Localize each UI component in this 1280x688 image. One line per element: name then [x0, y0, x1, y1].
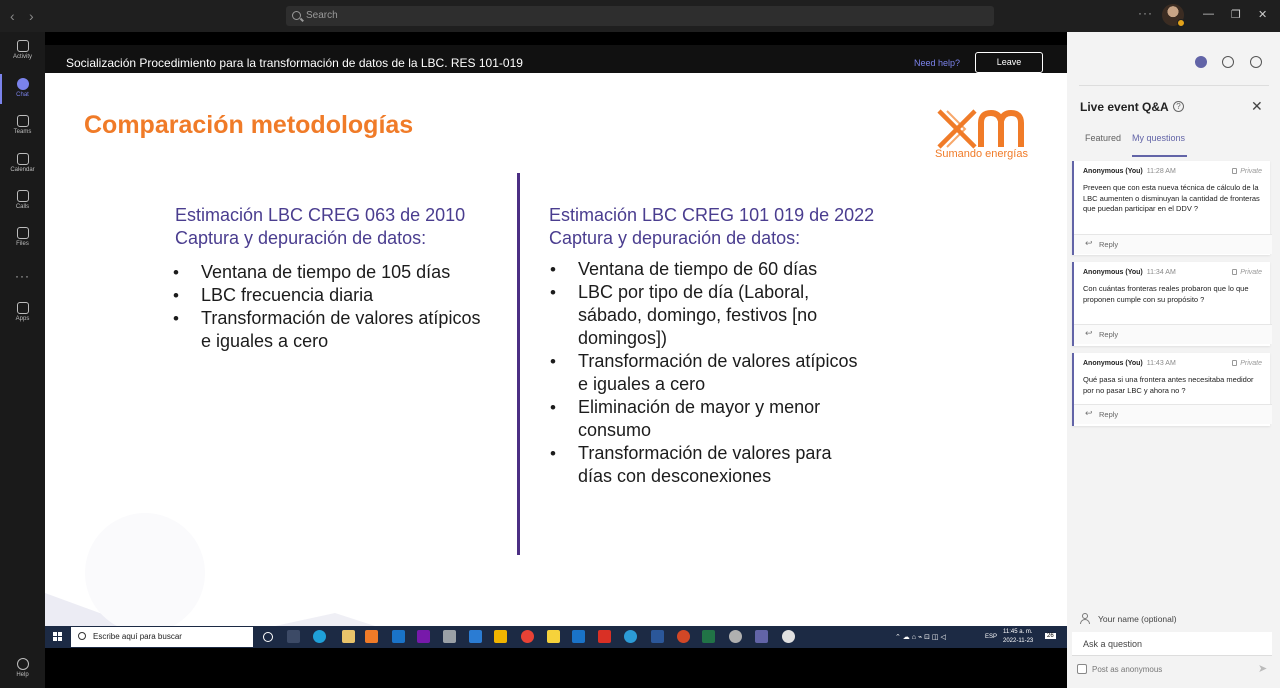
search-bar[interactable]: [286, 6, 994, 26]
rail-item-help[interactable]: [0, 658, 45, 678]
left-column-heading: [175, 204, 465, 250]
minimize-icon[interactable]: —: [1203, 8, 1214, 20]
taskbar-time: 11:45 a. m.: [1003, 629, 1033, 635]
list-item: • Transformación de valores atípicos e iguales a cero: [173, 307, 493, 353]
settings-icon: [729, 630, 742, 643]
search-icon: [292, 11, 301, 20]
app-icon: [782, 630, 795, 643]
calendar-icon: [17, 153, 29, 165]
reply-icon: ↩: [1085, 238, 1093, 248]
right-column-heading: [549, 204, 874, 250]
visibility-label: Private: [1240, 168, 1262, 175]
list-item: • LBC frecuencia diaria: [173, 284, 493, 307]
reply-icon: ↩: [1085, 408, 1093, 418]
rail-label: Calls: [15, 204, 30, 210]
your-name-field[interactable]: Your name (optional): [1098, 614, 1177, 624]
search-icon: [78, 632, 86, 640]
card-author: Anonymous (You): [1083, 168, 1143, 175]
rail-item-chat[interactable]: [0, 78, 45, 98]
rail-label: Teams: [13, 129, 32, 135]
store-icon: [342, 630, 355, 643]
column-divider: [517, 173, 520, 555]
phone-icon: [17, 190, 29, 202]
left-heading-line1: Estimación LBC CREG 063 de 2010: [175, 205, 466, 225]
shared-taskbar: [45, 626, 1067, 648]
reply-button[interactable]: [1074, 404, 1272, 424]
qa-icon[interactable]: [1195, 56, 1207, 68]
list-item: • Transformación de valores para días con desconexiones: [550, 442, 860, 488]
close-icon[interactable]: ✕: [1251, 98, 1263, 114]
left-bullet-list: [173, 261, 493, 353]
reply-label: Reply: [1099, 240, 1119, 249]
word-icon: [651, 630, 664, 643]
lock-icon: [1232, 360, 1237, 366]
send-icon[interactable]: ➤: [1258, 663, 1268, 675]
tab-featured[interactable]: Featured: [1085, 133, 1122, 143]
lock-icon: [1232, 168, 1237, 174]
forward-arrow-icon[interactable]: ›: [29, 8, 34, 24]
excel-icon: [702, 630, 715, 643]
left-heading-line2: Captura y depuración de datos:: [175, 228, 427, 248]
presence-badge: [1177, 19, 1185, 27]
apps-icon: [17, 302, 29, 314]
powerpoint-icon: [677, 630, 690, 643]
rail-label: Activity: [12, 54, 32, 60]
xm-app-icon: [365, 630, 378, 643]
need-help-link[interactable]: Need help?: [914, 58, 961, 68]
reply-button[interactable]: [1074, 324, 1272, 344]
question-text: Con cuántas fronteras reales probaron que lo que proponen cumple con su propósito ?: [1083, 284, 1249, 304]
rail-label: Help: [16, 672, 29, 678]
ask-question-input[interactable]: Ask a question: [1072, 632, 1272, 656]
tab-my-questions[interactable]: My questions: [1132, 133, 1186, 143]
visibility-label: Private: [1240, 360, 1262, 367]
reply-label: Reply: [1099, 410, 1119, 419]
gear-icon[interactable]: [1222, 56, 1234, 68]
post-anonymous-label: Post as anonymous: [1092, 665, 1163, 674]
video-bottom-bar: [45, 648, 1067, 688]
card-header: [1083, 168, 1176, 175]
avatar[interactable]: [1162, 4, 1184, 26]
search-placeholder: Search: [306, 10, 338, 21]
question-text: Preveen que con esta nueva técnica de cálculo de la LBC aumenten o disminuyan la cantidad de fronteras que puedan participar en el DDV ?: [1083, 183, 1260, 213]
app-icon: [624, 630, 637, 643]
bell-icon: [17, 40, 29, 52]
rail-item-calls[interactable]: [0, 190, 45, 210]
list-item: • Eliminación de mayor y menor consumo: [550, 396, 860, 442]
card-header: [1083, 360, 1176, 367]
card-time: 11:43 AM: [1146, 360, 1176, 367]
taskbar-date: 2022-11-23: [1003, 638, 1034, 644]
right-heading-line2: Captura y depuración de datos:: [549, 228, 801, 248]
help-icon[interactable]: ?: [1173, 101, 1184, 112]
meeting-title: Socialización Procedimiento para la transformación de datos de la LBC. RES 101-019: [66, 56, 523, 70]
reply-button[interactable]: [1074, 234, 1272, 254]
question-card: [1072, 353, 1270, 426]
post-anonymous-checkbox[interactable]: [1077, 664, 1087, 674]
onenote-icon: [417, 630, 430, 643]
sticky-notes-icon: [547, 630, 560, 643]
reply-icon: ↩: [1085, 328, 1093, 338]
question-card: [1072, 262, 1270, 346]
private-badge: [1232, 360, 1262, 367]
rail-item-files[interactable]: [0, 227, 45, 247]
title-bar: [0, 0, 1280, 32]
taskbar-search: [71, 627, 253, 647]
leave-button[interactable]: Leave: [975, 52, 1043, 73]
rail-label: Chat: [16, 92, 29, 98]
list-item: • Ventana de tiempo de 60 días: [550, 258, 860, 281]
reply-label: Reply: [1099, 330, 1119, 339]
teams-icon: [17, 115, 29, 127]
private-badge: [1232, 168, 1262, 175]
rail-label: Files: [16, 241, 29, 247]
app-rail: [0, 32, 45, 688]
help-icon: [17, 658, 29, 670]
maximize-icon[interactable]: ❐: [1231, 9, 1241, 21]
list-item: • Transformación de valores atípicos e iguales a cero: [550, 350, 860, 396]
rail-item-teams[interactable]: [0, 115, 45, 135]
card-time: 11:28 AM: [1146, 168, 1176, 175]
taskbar-search-placeholder: Escribe aquí para buscar: [93, 632, 182, 641]
active-tab-indicator: [1132, 155, 1187, 157]
explorer-icon: [494, 630, 507, 643]
system-tray-icons: ⌃ ☁ ⌂ ⌁ ⊡ ◫ ◁: [895, 634, 946, 641]
list-item: • LBC por tipo de día (Laboral, sábado, domingo, festivos [no domingos]): [550, 281, 860, 350]
more-options-icon[interactable]: ···: [1138, 6, 1153, 20]
rail-item-calendar[interactable]: [0, 153, 45, 173]
rail-label: Calendar: [10, 167, 35, 173]
rail-label: Apps: [15, 316, 30, 322]
info-icon[interactable]: [1250, 56, 1262, 68]
question-card: [1072, 161, 1270, 255]
notification-count: 26: [1047, 633, 1054, 639]
close-window-icon[interactable]: ✕: [1258, 9, 1268, 21]
database-icon: [443, 630, 456, 643]
card-time: 11:34 AM: [1146, 269, 1176, 276]
teams-icon: [755, 630, 768, 643]
outlook-icon: [392, 630, 405, 643]
right-bullet-list: [550, 258, 860, 488]
acrobat-icon: [598, 630, 611, 643]
private-badge: [1232, 269, 1262, 276]
language-indicator: ESP: [985, 634, 998, 640]
logo-tagline: Sumando energías: [935, 148, 1028, 160]
right-heading-line1: Estimación LBC CREG 101 019 de 2022: [549, 205, 875, 225]
card-header: [1083, 269, 1176, 276]
rail-item-activity[interactable]: [0, 40, 45, 60]
windows-start-icon: [53, 632, 63, 642]
cortana-icon: [263, 632, 273, 642]
slide-title: Comparación metodologías: [84, 111, 414, 139]
file-icon: [17, 227, 29, 239]
chat-icon: [17, 78, 29, 90]
visibility-label: Private: [1240, 269, 1262, 276]
qa-title: Live event Q&A: [1080, 100, 1169, 114]
back-arrow-icon[interactable]: ‹: [10, 8, 15, 24]
rail-item-apps[interactable]: [0, 302, 45, 322]
list-item: • Ventana de tiempo de 105 días: [173, 261, 493, 284]
question-text: Qué pasa si una frontera antes necesitaba medidor por no pasar LBC y ahora no ?: [1083, 375, 1254, 395]
lock-icon: [1232, 269, 1237, 275]
card-author: Anonymous (You): [1083, 269, 1143, 276]
meeting-header: [45, 45, 1067, 75]
card-author: Anonymous (You): [1083, 360, 1143, 367]
shared-slide: [45, 73, 1067, 626]
download-icon: [572, 630, 585, 643]
person-icon: [1079, 613, 1089, 623]
task-view-icon: [287, 630, 300, 643]
divider: [1079, 85, 1269, 86]
app-icon: [469, 630, 482, 643]
edge-icon: [313, 630, 326, 643]
chrome-icon: [521, 630, 534, 643]
qa-panel: [1067, 32, 1280, 688]
more-apps-icon[interactable]: ···: [15, 269, 30, 283]
